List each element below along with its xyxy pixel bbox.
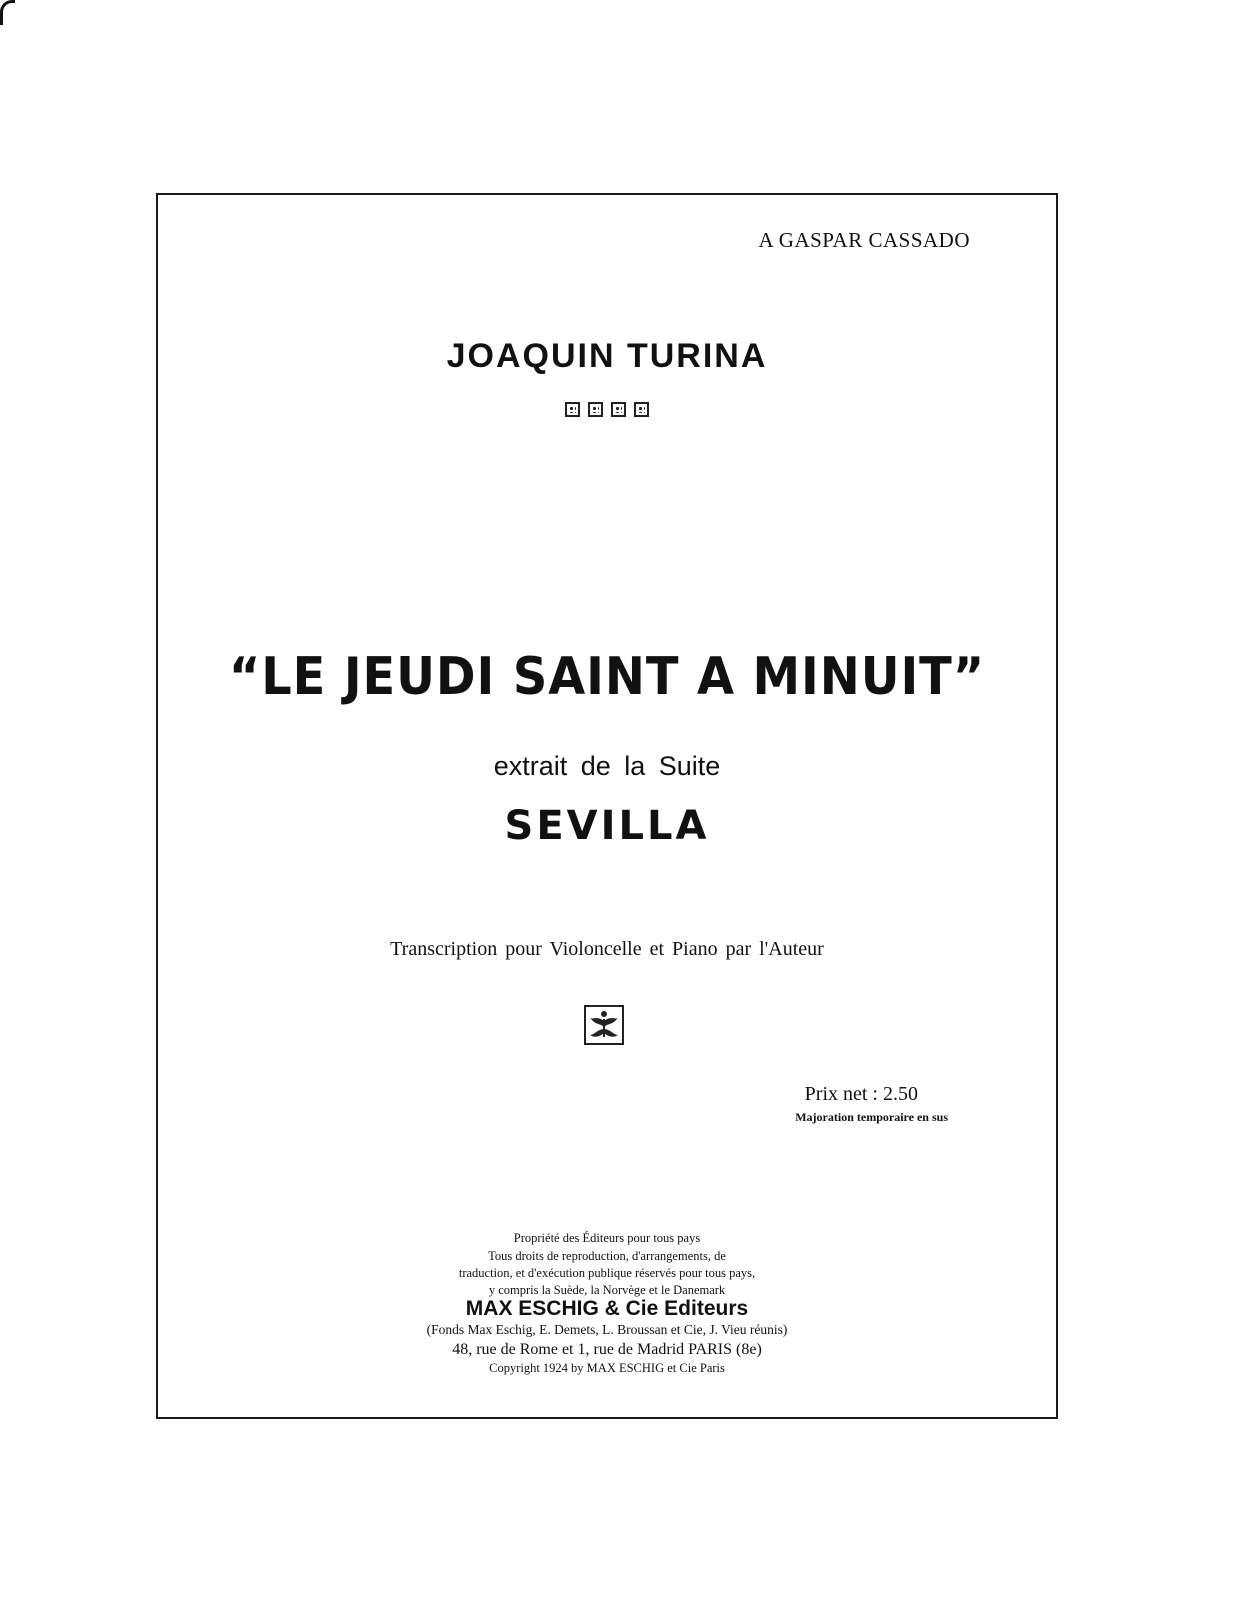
piece-title: “LE JEUDI SAINT A MINUIT”: [228, 647, 986, 707]
title-page-frame: [156, 193, 1058, 1419]
ornament-row: [158, 402, 1056, 417]
publisher-name: MAX ESCHIG & Cie Editeurs: [465, 1297, 749, 1320]
ornament-square-icon: [611, 402, 626, 417]
publisher-funds: (Fonds Max Eschig, E. Demets, L. Broussan et Cie, J. Vieu réunis): [426, 1322, 788, 1337]
transcription-note: Transcription pour Violoncelle et Piano par l'Auteur: [390, 938, 824, 960]
rights-line: y compris la Suède, la Norvège et le Danemark: [488, 1283, 726, 1297]
ornament-square-icon: [565, 402, 580, 417]
composer-name: JOAQUIN TURINA: [446, 337, 768, 375]
rights-line: traduction, et d'exécution publique réservés pour tous pays,: [458, 1266, 756, 1280]
price: Prix net : 2.50: [804, 1083, 918, 1105]
page-corner-mark: [0, 0, 15, 25]
ornament-square-icon: [634, 402, 649, 417]
rights-line: Propriété des Éditeurs pour tous pays: [513, 1231, 701, 1245]
suite-name: SEVILLA: [504, 803, 710, 849]
dedication: A GASPAR CASSADO: [758, 228, 970, 252]
ornament-square-icon: [588, 402, 603, 417]
price-note: Majoration temporaire en sus: [795, 1110, 948, 1124]
publisher-address: 48, rue de Rome et 1, rue de Madrid PARIS (8e): [452, 1341, 762, 1358]
subtitle: extrait de la Suite: [493, 751, 721, 781]
leaf-ornament-icon: [584, 1005, 624, 1045]
rights-line: Tous droits de reproduction, d'arrangements, de: [488, 1249, 726, 1263]
copyright-line: Copyright 1924 by MAX ESCHIG et Cie Paris: [489, 1361, 725, 1375]
